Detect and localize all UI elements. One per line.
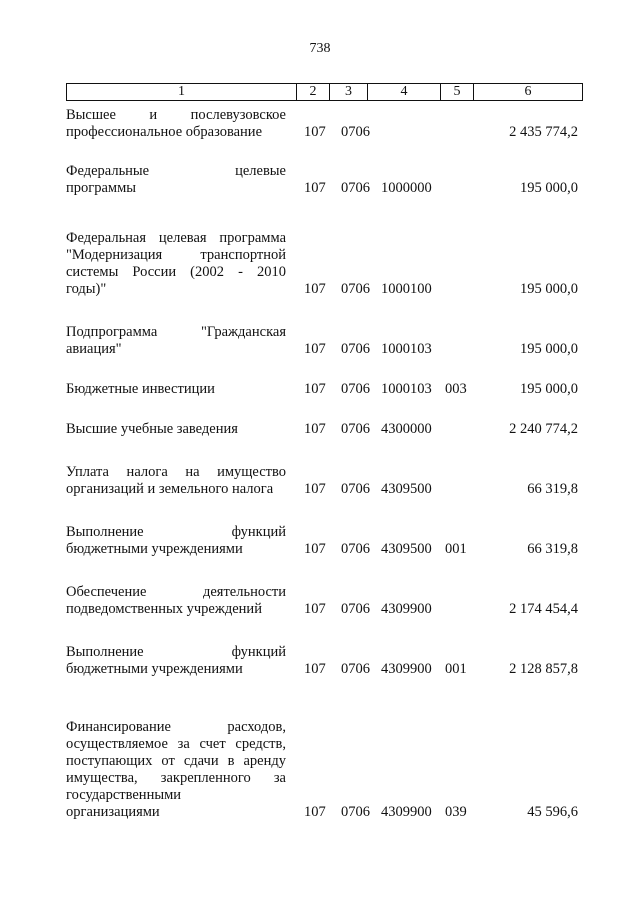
header-col-6: 6 (473, 84, 582, 100)
col-6-amount: 2 435 774,2 (509, 124, 578, 140)
description-line: Финансирование расходов, (66, 719, 286, 735)
col-2-code: 107 (304, 421, 326, 437)
col-4-target: 1000000 (381, 180, 432, 196)
col-4-target: 4309900 (381, 661, 432, 677)
page-number: 738 (309, 41, 331, 56)
col-3-section: 0706 (341, 180, 370, 196)
table-row (0, 163, 640, 197)
description-line: Высшие учебные заведения (66, 421, 238, 437)
table-row (0, 107, 640, 141)
col-4-target: 4309500 (381, 541, 432, 557)
col-6-amount: 66 319,8 (527, 481, 578, 497)
row-description (66, 107, 286, 141)
col-2-code: 107 (304, 281, 326, 297)
table-row (0, 381, 640, 398)
row-description (66, 163, 286, 197)
col-6-amount: 195 000,0 (520, 381, 578, 397)
description-line: Бюджетные инвестиции (66, 381, 215, 397)
col-5-type: 039 (445, 804, 467, 820)
col-6-amount: 2 128 857,8 (509, 661, 578, 677)
description-line: программы (66, 180, 136, 196)
col-3-section: 0706 (341, 804, 370, 820)
table-header (66, 83, 583, 101)
col-2-code: 107 (304, 661, 326, 677)
col-4-target: 4300000 (381, 421, 432, 437)
col-3-section: 0706 (341, 601, 370, 617)
col-6-amount: 66 319,8 (527, 541, 578, 557)
table-row (0, 464, 640, 498)
description-line: Высшее и послевузовское (66, 107, 286, 123)
col-3-section: 0706 (341, 481, 370, 497)
col-3-section: 0706 (341, 341, 370, 357)
description-line: организациями (66, 804, 160, 820)
col-3-section: 0706 (341, 661, 370, 677)
col-2-code: 107 (304, 481, 326, 497)
col-2-code: 107 (304, 124, 326, 140)
description-line: поступающих от сдачи в аренду (66, 753, 286, 769)
header-col-4: 4 (367, 84, 440, 100)
header-col-1: 1 (178, 84, 185, 99)
row-description (66, 464, 286, 498)
col-4-target: 1000103 (381, 341, 432, 357)
table-row (0, 584, 640, 618)
col-4-target: 4309500 (381, 481, 432, 497)
col-3-section: 0706 (341, 281, 370, 297)
description-line: "Модернизация транспортной (66, 247, 286, 263)
description-line: организаций и земельного налога (66, 481, 274, 497)
col-2-code: 107 (304, 541, 326, 557)
table-row (0, 230, 640, 298)
row-description (66, 324, 286, 358)
col-5-type: 001 (445, 541, 467, 557)
row-description (66, 381, 286, 398)
description-line: Федеральные целевые (66, 163, 286, 179)
row-description (66, 421, 286, 438)
col-3-section: 0706 (341, 421, 370, 437)
description-line: годы)" (66, 281, 107, 297)
row-description (66, 719, 286, 821)
description-line: бюджетными учреждениями (66, 661, 243, 677)
row-description (66, 584, 286, 618)
description-line: бюджетными учреждениями (66, 541, 243, 557)
col-6-amount: 195 000,0 (520, 180, 578, 196)
col-2-code: 107 (304, 180, 326, 196)
description-line: Выполнение функций (66, 524, 286, 540)
col-3-section: 0706 (341, 124, 370, 140)
description-line: имущества, закрепленного за (66, 770, 286, 786)
col-4-target: 1000103 (381, 381, 432, 397)
col-6-amount: 2 174 454,4 (509, 601, 578, 617)
table-row (0, 719, 640, 821)
col-4-target: 4309900 (381, 601, 432, 617)
row-description (66, 644, 286, 678)
col-2-code: 107 (304, 804, 326, 820)
description-line: авиация" (66, 341, 122, 357)
header-col-2: 2 (296, 84, 329, 100)
description-line: Подпрограмма "Гражданская (66, 324, 286, 340)
col-5-type: 003 (445, 381, 467, 397)
description-line: подведомственных учреждений (66, 601, 262, 617)
header-col-3: 3 (329, 84, 367, 100)
description-line: Обеспечение деятельности (66, 584, 286, 600)
row-description (66, 230, 286, 298)
col-6-amount: 45 596,6 (527, 804, 578, 820)
table-row (0, 524, 640, 558)
col-4-target: 4309900 (381, 804, 432, 820)
description-line: системы России (2002 - 2010 (66, 264, 286, 280)
table-row (0, 644, 640, 678)
description-line: государственными (66, 787, 182, 803)
row-description (66, 524, 286, 558)
description-line: Федеральная целевая программа (66, 230, 286, 246)
col-6-amount: 2 240 774,2 (509, 421, 578, 437)
col-3-section: 0706 (341, 381, 370, 397)
col-6-amount: 195 000,0 (520, 341, 578, 357)
table-row (0, 421, 640, 438)
col-2-code: 107 (304, 601, 326, 617)
col-2-code: 107 (304, 381, 326, 397)
description-line: Выполнение функций (66, 644, 286, 660)
col-3-section: 0706 (341, 541, 370, 557)
description-line: Уплата налога на имущество (66, 464, 286, 480)
col-5-type: 001 (445, 661, 467, 677)
col-6-amount: 195 000,0 (520, 281, 578, 297)
col-4-target: 1000100 (381, 281, 432, 297)
col-2-code: 107 (304, 341, 326, 357)
description-line: профессиональное образование (66, 124, 263, 140)
header-col-5: 5 (440, 84, 473, 100)
description-line: осуществляемое за счет средств, (66, 736, 286, 752)
table-row (0, 324, 640, 358)
